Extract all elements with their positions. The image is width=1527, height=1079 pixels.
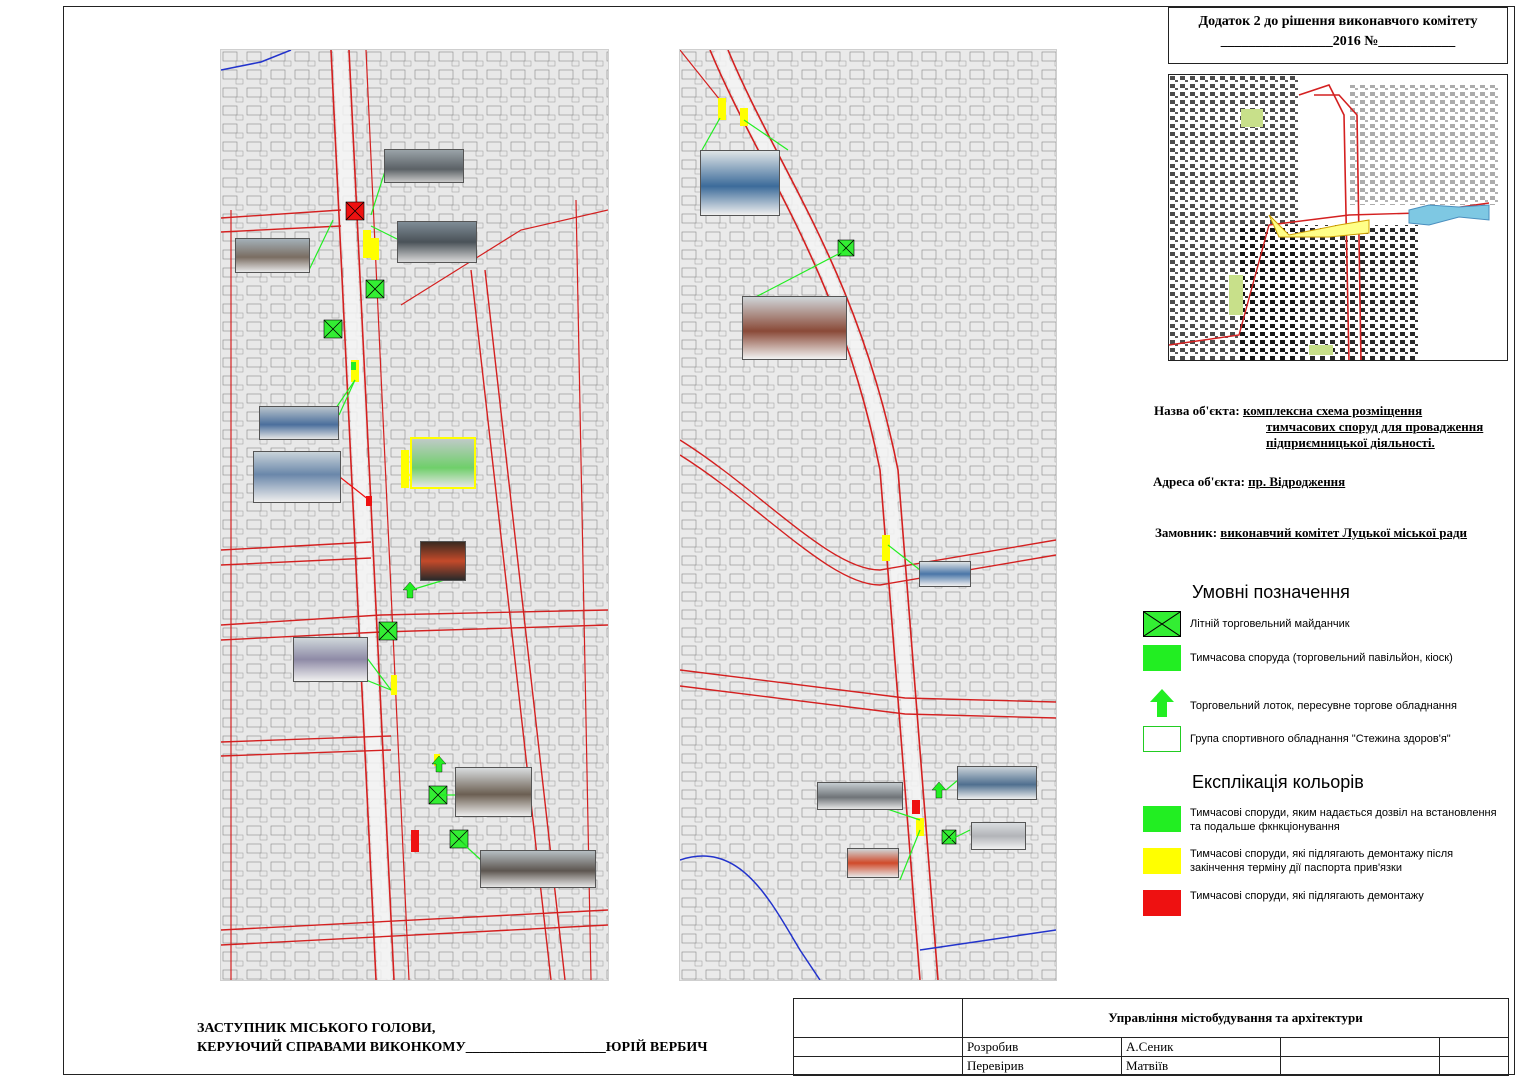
map-left [220,49,609,981]
appendix-date-number: ________________2016 №___________ [1220,34,1456,49]
color-item-yellow-line2: закінчення терміну дії паспорта прив'язки [1190,862,1402,874]
object-name-value-3: підприємницької діяльності. [1266,435,1435,450]
photo-kiosk-5 [847,848,899,878]
color-item-green [1190,806,1497,834]
green-color-swatch [1143,806,1181,832]
stamp-cell-a4 [1281,1037,1440,1056]
sport-group-icon [1143,726,1181,752]
temporary-structure-icon [1143,645,1181,671]
photo-kiosk-3 [420,541,466,581]
title-block [793,998,1509,1076]
photo-kiosk-1 [384,149,464,183]
arrow-up-icon [1150,689,1174,717]
object-client [1155,525,1467,541]
address-label: Адреса об'єкта: [1153,474,1245,489]
client-label: Замовник: [1155,525,1218,540]
yellow-color-swatch [1143,848,1181,874]
overview-map-drawing [1169,75,1508,361]
photo-pavilion-5 [700,150,780,216]
legend-item-temporary-structure: Тимчасова споруда (торговельний павільйон, кіоск) [1190,652,1453,664]
photo-pavilion-4 [293,637,368,682]
stamp-cell-a1 [794,1037,963,1056]
legend-title: Умовні позначення [1192,582,1350,602]
stamp-cell-b4 [1281,1056,1440,1075]
photo-kiosk-2 [397,221,477,263]
object-name [1154,403,1422,419]
object-name-value-2: тимчасових споруд для провадження [1266,419,1484,434]
color-item-red-line1: Тимчасові споруди, які підлягають демонтажу [1190,890,1424,902]
photo-kiosk-4 [919,561,971,587]
appendix-header [1168,7,1508,64]
appendix-title: Додаток 2 до рішення виконавчого комітету [1198,14,1478,29]
object-name-value-1: комплексна схема розміщення [1242,403,1423,418]
photo-summer-area [742,296,847,360]
photo-street-1 [480,850,596,888]
map-left-drawing [221,50,608,980]
photo-pavilion-3 [253,451,341,503]
stamp-cell-b1 [794,1056,963,1075]
stamp-cell-b5 [1440,1056,1509,1075]
photo-kiosk-6 [971,822,1026,850]
color-item-yellow [1190,847,1453,875]
stamp-developed-name: А.Сеник [1122,1037,1281,1056]
photo-pavilion-2 [259,406,339,440]
colors-legend-title: Експлікація кольорів [1192,772,1364,792]
color-item-green-line1: Тимчасові споруди, яким надається дозвіл на встановлення [1190,807,1497,819]
stamp-checked-label: Перевірив [963,1056,1122,1075]
client-value: виконавчий комітет Луцької міської ради [1220,525,1468,540]
object-name-label: Назва об'єкта: [1154,403,1240,418]
object-name-cont-1 [1266,419,1483,435]
legend-item-sport-group: Група спортивного обладнання "Стежина здоров'я" [1190,733,1451,745]
address-value: пр. Відродження [1248,474,1346,489]
color-item-green-line2: та подальше фкнкціонування [1190,821,1340,833]
color-item-yellow-line1: Тимчасові споруди, які підлягають демонтажу після [1190,848,1454,860]
signature-line2: КЕРУЮЧИЙ СПРАВАМИ ВИКОНКОМУ____________________ЮРІЙ ВЕРБИЧ [197,1040,708,1055]
legend-item-trade-stall: Торговельний лоток, пересувне торгове обладнання [1190,700,1457,712]
object-name-cont-2 [1266,435,1435,451]
summer-area-icon [1143,611,1181,637]
photo-park-1 [455,767,532,817]
color-item-red [1190,889,1424,903]
stamp-cell-a5 [1440,1037,1509,1056]
stamp-checked-name: Матвіїв [1122,1056,1281,1075]
photo-pavilion-1 [235,238,310,273]
stamp-empty-cell [794,999,963,1038]
overview-map [1168,74,1508,361]
photo-kiosk-green [410,437,476,489]
legend-item-summer-area: Літній торговельний майданчик [1190,618,1350,630]
red-color-swatch [1143,890,1181,916]
signature-line1: ЗАСТУПНИК МІСЬКОГО ГОЛОВИ, [197,1021,436,1036]
photo-street-2 [817,782,903,810]
photo-pavilion-6 [957,766,1037,800]
object-address [1153,474,1345,490]
stamp-developed-label: Розробив [963,1037,1122,1056]
stamp-organization: Управління містобудування та архітектури [963,999,1509,1038]
